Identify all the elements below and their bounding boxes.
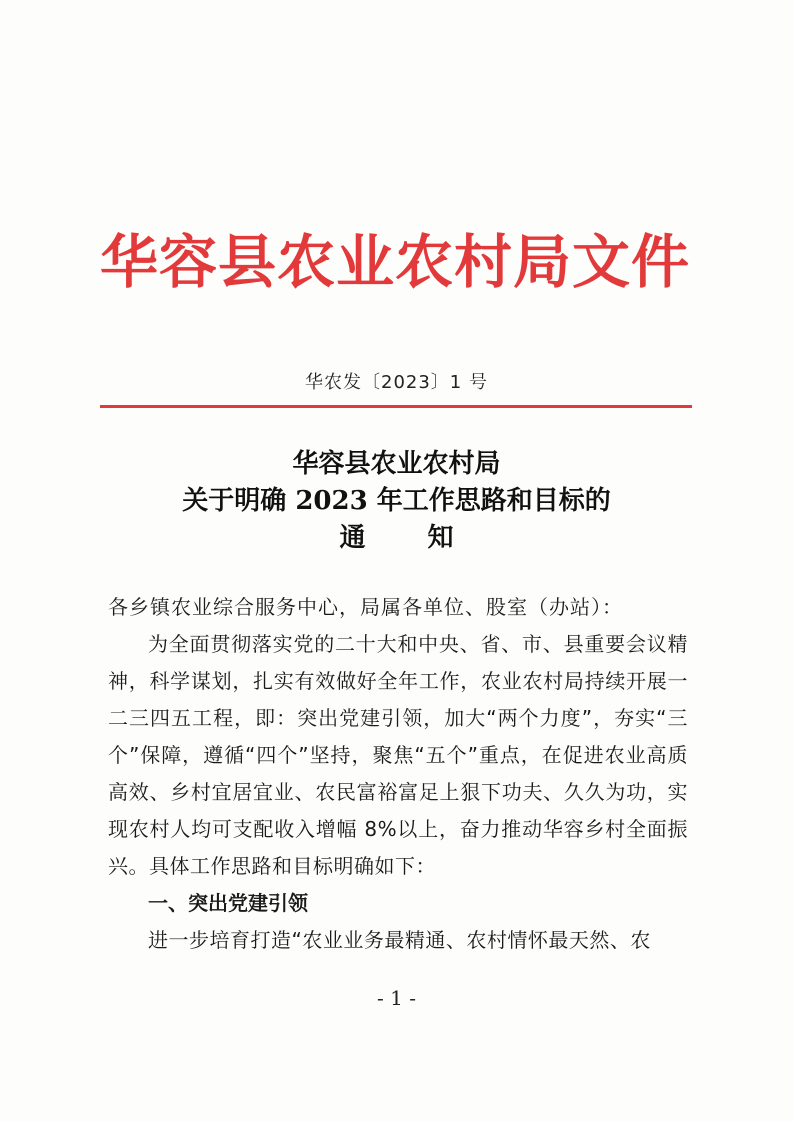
document-body [108,589,688,959]
notice-title [0,446,793,557]
page-number: - 1 - [377,986,416,1010]
salutation: 各乡镇农业综合服务中心，局属各单位、股室（办站）： [108,595,623,619]
document-number: 华农发〔2023〕1 号 [305,372,488,393]
notice-title-line3: 通知 [339,523,516,553]
body-paragraph-2: 进一步培育打造“农业业务最精通、农村情怀最天然、农 [148,928,651,952]
agency-header-title: 华容县农业农村局文件 [100,228,691,296]
notice-title-line1: 华容县农业农村局 [292,449,501,479]
section-heading-1: 一、突出党建引领 [148,891,308,915]
body-paragraph-1: 为全面贯彻落实党的二十大和中央、省、市、县重要会议精神，科学谋划，扎实有效做好全年工作，农业农村局持续开展一二三四五工程，即：突出党建引领，加大“两个力度”，夯实“三个”保障，遵循“四个”坚持，聚焦“五个”重点，在促进农业高质高效、乡村宜居宜业、农民富裕富足上狠下功夫、久久为功，实现农村人均可支配收入增幅 8%以上，奋力推动华容乡村全面振兴。具体工作思路和目标明确如下： [108,632,688,878]
notice-title-line2: 关于明确 2023 年工作思路和目标的 [182,486,611,516]
red-divider-line [100,405,692,408]
